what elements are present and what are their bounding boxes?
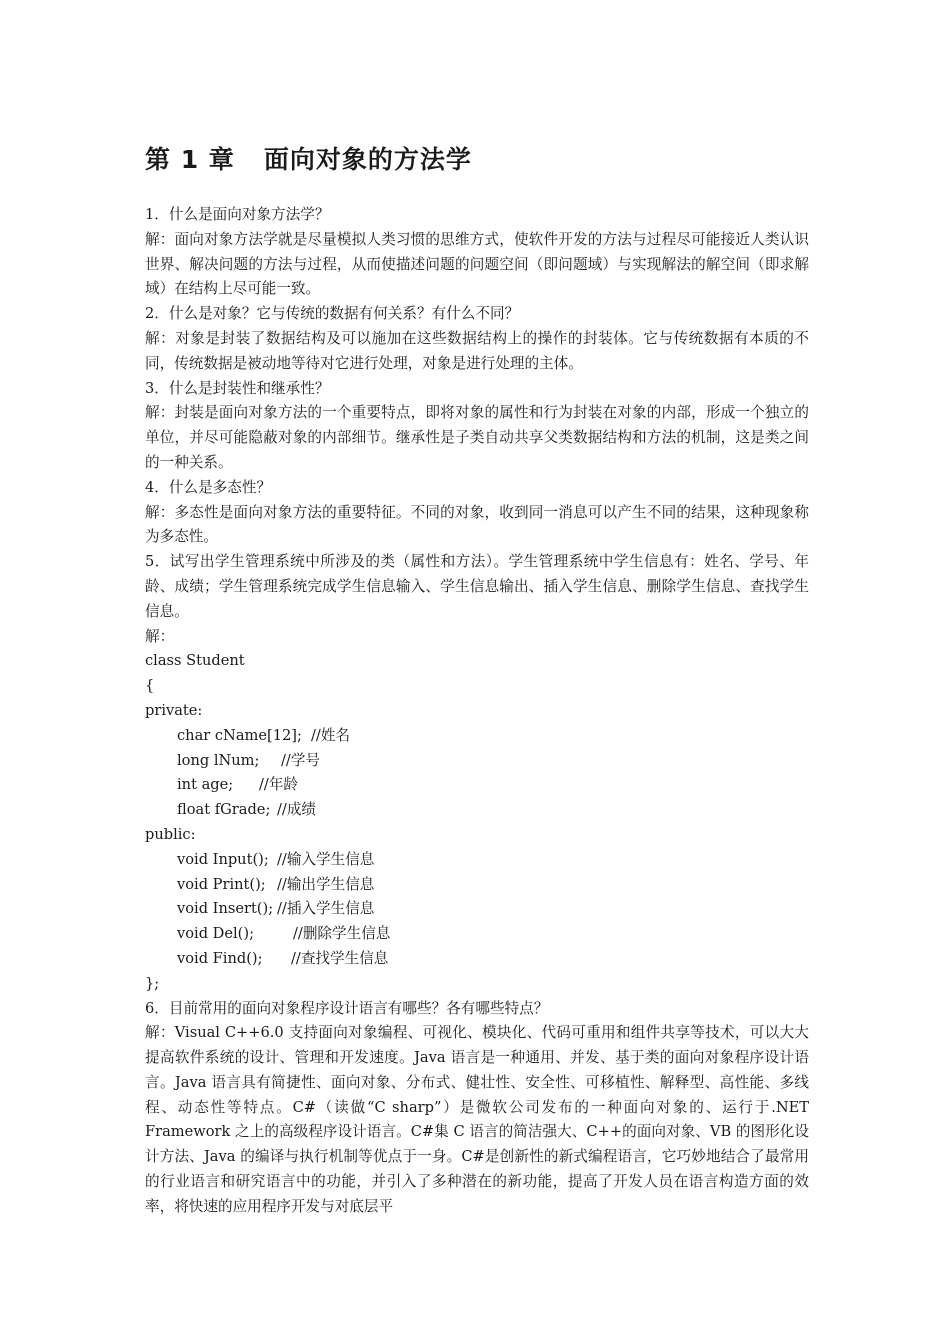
code-field-line — [145, 724, 809, 749]
question-6: 6．目前常用的面向对象程序设计语言有哪些？各有哪些特点？ — [145, 999, 549, 1017]
code-public-label: public: — [145, 825, 196, 843]
question-2: 2．什么是对象？它与传统的数据有何关系？有什么不同？ — [145, 305, 520, 323]
code-method-comment: //输入学生信息 — [277, 850, 375, 868]
code-field-decl: char cName[12]; — [177, 726, 302, 744]
answer-1: 解：面向对象方法学就是尽量模拟人类习惯的思维方式，使软件开发的方法与过程尽可能接近人类认识世界、解决问题的方法与过程，从而使描述问题的问题空间（即问题域）与实现解法的解空间（即求解域）在结构上尽可能一致。 — [145, 230, 809, 298]
code-class-decl: class Student — [145, 652, 245, 670]
code-field-comment: //年龄 — [259, 776, 299, 794]
code-method-comment: //删除学生信息 — [293, 925, 391, 943]
code-method-line — [145, 922, 809, 947]
document-body — [145, 203, 809, 1220]
code-field-comment: //成绩 — [277, 801, 317, 819]
answer-6: 解：Visual C++6.0 支持面向对象编程、可视化、模块化、代码可重用和组件共享等技术，可以大大提高软件系统的设计、管理和开发速度。Java 语言是一种通用、并发、基于类的面向对象程序设计语言。Java 语言具有简捷性、面向对象、分布式、健壮性、安全性、可移植性、解释型、高性能、多线程、动态性等特点。C#（读做“C sharp”）是微软公司发布的一种面向对象的、运行于.NET Framework 之上的高级程序设计语言。C#集 C 语言的简洁强大、C++的面向对象、VB 的图形化设计方法、Java 的编译与执行机制等优点于一身。C#是创新性的新式编程语言，它巧妙地结合了最常用的行业语言和研究语言中的功能，并引入了多种潜在的新功能，提高了开发人员在语言构造方面的效率，将快速的应用程序开发与对底层平 — [145, 1024, 809, 1215]
code-method-decl: void Find(); — [177, 949, 263, 967]
answer-5-label: 解： — [145, 627, 175, 645]
code-method-decl: void Print(); — [177, 875, 266, 893]
code-field-decl: long lNum; — [177, 751, 260, 769]
answer-2: 解：对象是封装了数据结构及可以施加在这些数据结构上的操作的封装体。它与传统数据有本质的不同，传统数据是被动地等待对它进行处理，对象是进行处理的主体。 — [145, 329, 809, 372]
code-private-label: private: — [145, 701, 203, 719]
question-5: 5．试写出学生管理系统中所涉及的类（属性和方法）。学生管理系统中学生信息有：姓名、学号、年龄、成绩；学生管理系统完成学生信息输入、学生信息输出、插入学生信息、删除学生信息、查找学生信息。 — [145, 553, 809, 620]
question-4: 4．什么是多态性？ — [145, 478, 272, 496]
question-1: 1．什么是面向对象方法学？ — [145, 206, 330, 223]
code-field-comment: //姓名 — [311, 726, 351, 744]
code-method-decl: void Input(); — [177, 850, 269, 868]
code-method-decl: void Insert(); — [177, 900, 274, 918]
code-method-line — [145, 897, 809, 922]
code-block — [145, 649, 809, 996]
code-method-comment: //查找学生信息 — [291, 949, 389, 967]
code-open-brace: { — [145, 677, 155, 695]
code-field-comment: //学号 — [281, 751, 321, 769]
code-method-comment: //输出学生信息 — [277, 875, 375, 893]
code-close-brace: }; — [145, 974, 160, 992]
code-field-decl: float fGrade; — [177, 801, 271, 819]
answer-3: 解：封装是面向对象方法的一个重要特点，即将对象的属性和行为封装在对象的内部，形成一个独立的单位，并尽可能隐蔽对象的内部细节。继承性是子类自动共享父类数据结构和方法的机制，这是类之间的一种关系。 — [145, 404, 809, 471]
chapter-title: 第 1 章 面向对象的方法学 — [145, 145, 472, 174]
code-method-line — [145, 873, 809, 898]
code-field-line — [145, 773, 809, 798]
code-method-line — [145, 947, 809, 972]
code-field-line — [145, 749, 809, 774]
code-method-comment: //插入学生信息 — [277, 900, 375, 918]
code-method-decl: void Del(); — [177, 925, 254, 943]
code-field-line — [145, 798, 809, 823]
code-field-decl: int age; — [177, 776, 234, 794]
question-3: 3．什么是封装性和继承性？ — [145, 379, 330, 397]
code-method-line — [145, 848, 809, 873]
answer-4: 解：多态性是面向对象方法的重要特征。不同的对象，收到同一消息可以产生不同的结果，这种现象称为多态性。 — [145, 503, 809, 546]
